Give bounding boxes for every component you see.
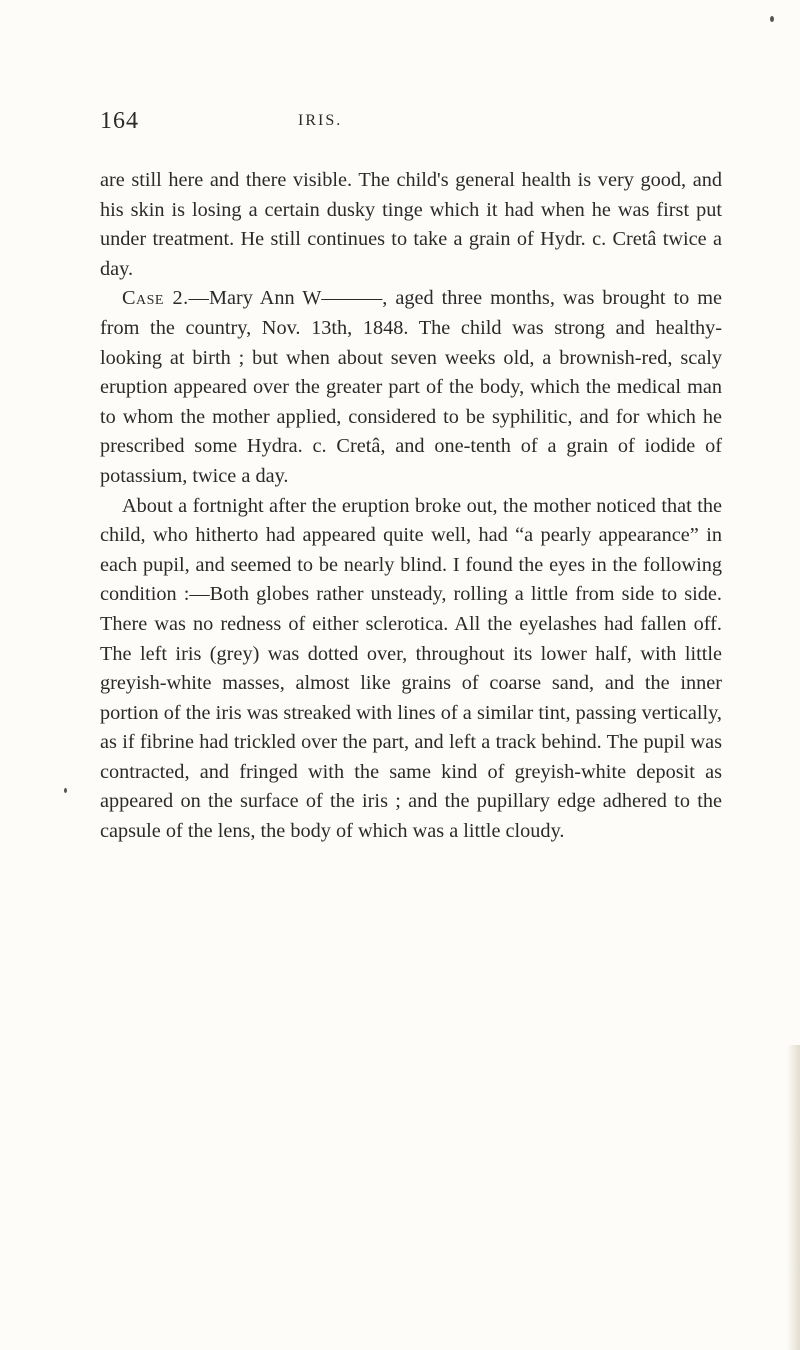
paragraph-case-2 (100, 284, 722, 491)
ink-speck (64, 788, 67, 793)
page-number: 164 (100, 108, 139, 134)
ink-speck (770, 16, 774, 22)
paragraph-continuation: are still here and there visible. The child's general health is very good, and his skin is losing a certain dusky tinge which it had when he was first put under treatment. He still continues to take a grain of Hydr. c. Cretâ twice a day. (100, 169, 722, 280)
running-title: IRIS. (298, 112, 343, 129)
page-edge-shadow (787, 1045, 800, 1350)
running-head (100, 108, 720, 138)
case-2-text: —Mary Ann W———, aged three months, was brought to me from the country, Nov. 13th, 1848. The child was strong and healthy-looking at birth ; but when about seven weeks old, a brownish-red, scaly eruption appeared over the greater part of the body, which the medical man to whom the mother applied, considered to be syphilitic, and for which he prescribed some Hydra. c. Cretâ, and one-tenth of a grain of iodide of potassium, twice a day. (100, 287, 722, 487)
case-label: Case 2. (122, 287, 189, 310)
paragraph-eye-condition: About a fortnight after the eruption broke out, the mother noticed that the child, who hitherto had appeared quite well, had “a pearly appearance” in each pupil, and seemed to be nearly blind. I found the eyes in the following condition :—Both globes rather unsteady, rolling a little from side to side. There was no redness of either sclerotica. All the eyelashes had fallen off. The left iris (grey) was dotted over, throughout its lower half, with little greyish-white masses, almost like grains of coarse sand, and the inner portion of the iris was streaked with lines of a similar tint, passing vertically, as if fibrine had trickled over the part, and left a track behind. The pupil was contracted, and fringed with the same kind of greyish-white deposit as appeared on the surface of the iris ; and the pupillary edge adhered to the capsule of the lens, the body of which was a little cloudy. (100, 494, 722, 843)
body-text (100, 166, 722, 847)
